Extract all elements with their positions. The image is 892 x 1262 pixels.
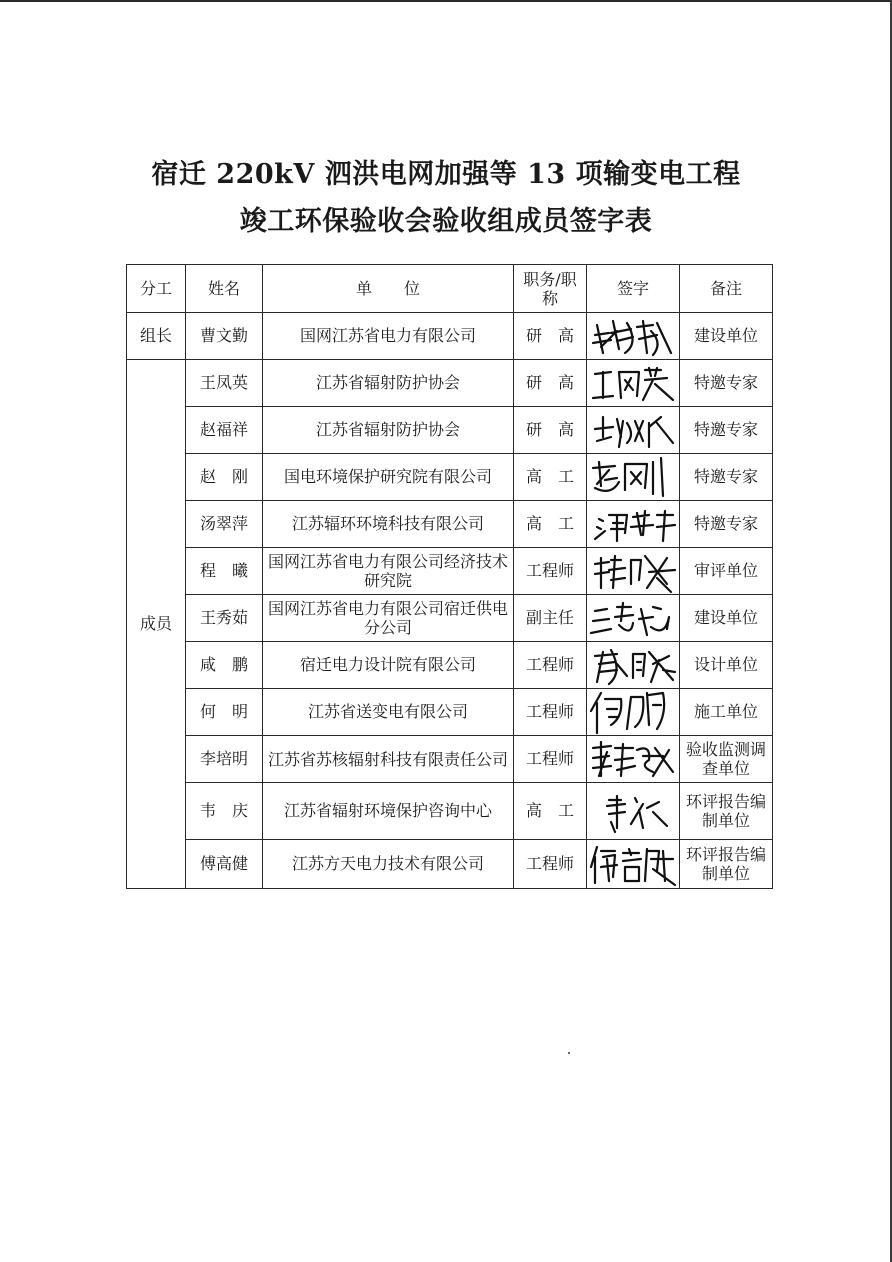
note-cell: 特邀专家 [680, 501, 773, 548]
position-cell: 研 高 [514, 360, 587, 407]
signature-handwritten-icon [587, 841, 679, 887]
position-cell: 研 高 [514, 313, 587, 360]
position-cell: 工程师 [514, 736, 587, 783]
header-position [514, 265, 587, 313]
note-cell [680, 783, 773, 840]
position-cell: 工程师 [514, 548, 587, 595]
note-cell [680, 840, 773, 889]
note-cell: 特邀专家 [680, 407, 773, 454]
name-cell: 曹文勤 [186, 313, 263, 360]
table-row [127, 736, 773, 783]
position-cell: 高 工 [514, 501, 587, 548]
signature-cell [587, 407, 680, 454]
name-cell: 汤翠萍 [186, 501, 263, 548]
position-cell: 工程师 [514, 840, 587, 889]
signature-handwritten-icon [587, 313, 679, 359]
header-unit: 单 位 [263, 265, 514, 313]
table-row [127, 360, 773, 407]
signature-cell [587, 548, 680, 595]
note-cell-text: 环评报告编制单位 [685, 845, 766, 883]
position-cell: 工程师 [514, 689, 587, 736]
signature-handwritten-icon [587, 454, 679, 500]
unit-cell [263, 595, 514, 642]
table-row [127, 454, 773, 501]
header-note: 备注 [680, 265, 773, 313]
signature-cell [587, 595, 680, 642]
note-cell: 设计单位 [680, 642, 773, 689]
unit-cell: 江苏省辐射防护协会 [263, 360, 514, 407]
table-row [127, 501, 773, 548]
name-cell: 韦 庆 [186, 783, 263, 840]
position-cell: 副主任 [514, 595, 587, 642]
table-row [127, 840, 773, 889]
role-cell-leader: 组长 [127, 313, 186, 360]
position-cell: 研 高 [514, 407, 587, 454]
table-row [127, 642, 773, 689]
signature-cell [587, 454, 680, 501]
table-row [127, 783, 773, 840]
name-cell: 赵 刚 [186, 454, 263, 501]
name-cell: 王凤英 [186, 360, 263, 407]
table-row [127, 595, 773, 642]
unit-cell: 国网江苏省电力有限公司 [263, 313, 514, 360]
unit-cell [263, 736, 514, 783]
signature-handwritten-icon [587, 548, 679, 594]
scan-speck [568, 1052, 570, 1054]
position-cell: 高 工 [514, 454, 587, 501]
note-cell: 特邀专家 [680, 360, 773, 407]
note-cell [680, 736, 773, 783]
unit-cell: 宿迁电力设计院有限公司 [263, 642, 514, 689]
note-cell-text: 环评报告编制单位 [685, 792, 766, 830]
table-row [127, 548, 773, 595]
note-cell: 建设单位 [680, 595, 773, 642]
unit-cell-text: 国网江苏省电力有限公司经济技术研究院 [267, 552, 508, 590]
header-signature: 签字 [587, 265, 680, 313]
signature-handwritten-icon [587, 736, 679, 782]
signature-handwritten-icon [587, 642, 679, 688]
position-cell: 工程师 [514, 642, 587, 689]
signature-cell [587, 689, 680, 736]
signature-cell [587, 642, 680, 689]
header-position-text: 职务/职称 [523, 269, 577, 308]
name-cell: 赵福祥 [186, 407, 263, 454]
signature-handwritten-icon [587, 360, 679, 406]
signature-handwritten-icon [587, 689, 679, 735]
unit-cell: 江苏省辐射环境保护咨询中心 [263, 783, 514, 840]
name-cell: 程 曦 [186, 548, 263, 595]
header-role: 分工 [127, 265, 186, 313]
signature-handwritten-icon [587, 783, 679, 839]
note-cell-text: 验收监测调查单位 [685, 740, 766, 778]
signature-handwritten-icon [587, 595, 679, 641]
unit-cell-text: 江苏省苏核辐射科技有限责任公司 [267, 749, 508, 769]
note-cell: 施工单位 [680, 689, 773, 736]
signature-cell [587, 783, 680, 840]
table-row [127, 313, 773, 360]
unit-cell: 江苏方天电力技术有限公司 [263, 840, 514, 889]
signature-cell [587, 313, 680, 360]
signature-cell [587, 360, 680, 407]
table-header-row [127, 265, 773, 313]
document-title-line-2: 竣工环保验收会验收组成员签字表 [239, 206, 653, 237]
note-cell: 建设单位 [680, 313, 773, 360]
unit-cell: 国电环境保护研究院有限公司 [263, 454, 514, 501]
name-cell: 咸 鹏 [186, 642, 263, 689]
unit-cell: 江苏省辐射防护协会 [263, 407, 514, 454]
unit-cell: 江苏省送变电有限公司 [263, 689, 514, 736]
page-edge [0, 0, 892, 2]
signature-handwritten-icon [587, 407, 679, 453]
name-cell: 王秀茹 [186, 595, 263, 642]
position-cell: 高 工 [514, 783, 587, 840]
name-cell: 何 明 [186, 689, 263, 736]
unit-cell-text: 国网江苏省电力有限公司宿迁供电分公司 [267, 599, 508, 637]
signature-cell [587, 840, 680, 889]
note-cell: 特邀专家 [680, 454, 773, 501]
table-row [127, 407, 773, 454]
role-cell-members: 成员 [127, 360, 186, 889]
name-cell: 傅高健 [186, 840, 263, 889]
signature-handwritten-icon [587, 501, 679, 547]
table-row [127, 689, 773, 736]
signature-cell [587, 736, 680, 783]
unit-cell: 江苏辐环环境科技有限公司 [263, 501, 514, 548]
signature-table [126, 264, 773, 889]
name-cell: 李培明 [186, 736, 263, 783]
signature-cell [587, 501, 680, 548]
note-cell: 审评单位 [680, 548, 773, 595]
document-title-line-1: 宿迁 220kV 泗洪电网加强等 13 项输变电工程 [151, 159, 741, 190]
unit-cell [263, 548, 514, 595]
header-name: 姓名 [186, 265, 263, 313]
